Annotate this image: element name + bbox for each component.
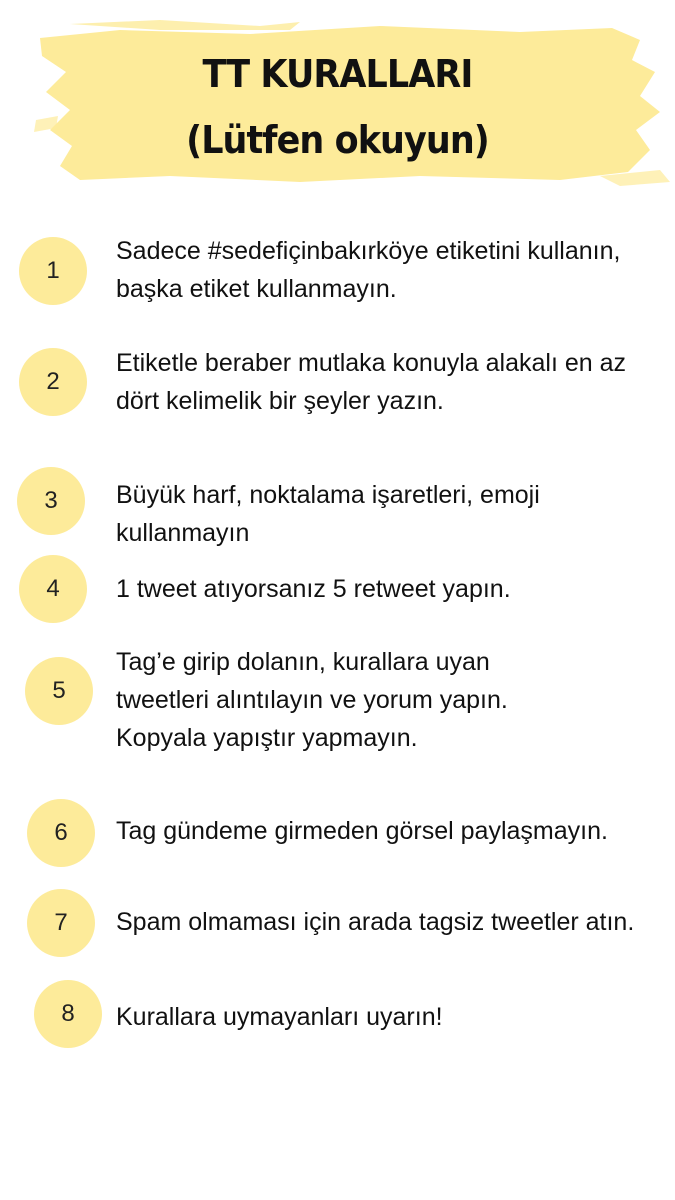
rule-number-badge: 6: [27, 799, 95, 867]
rule-text: Spam olmaması için arada tagsiz tweetler atın.: [116, 908, 635, 936]
rule-text: Sadece #sedefiçinbakırköye etiketini kullanın, başka etiket kullanmayın.: [116, 237, 621, 303]
rule-text: 1 tweet atıyorsanız 5 retweet yapın.: [116, 575, 511, 603]
highlight-brush-stroke: [0, 0, 675, 200]
header: [0, 0, 675, 200]
rule-number-badge: 3: [17, 467, 85, 535]
rule-text: Tag gündeme girmeden görsel paylaşmayın.: [116, 817, 608, 845]
rule-number-badge: 7: [27, 889, 95, 957]
rule-number-badge: 8: [34, 980, 102, 1048]
page-title: TT KURALLARI: [202, 52, 473, 96]
rule-number-badge: 1: [19, 237, 87, 305]
rule-text: Kurallara uymayanları uyarın!: [116, 1003, 443, 1031]
rule-text: Tag’e girip dolanın, kurallara uyan tweetleri alıntılayın ve yorum yapın. Kopyala yapıştır yapmayın.: [116, 648, 508, 752]
page-subtitle: (Lütfen okuyun): [186, 118, 489, 162]
rule-text: Büyük harf, noktalama işaretleri, emoji kullanmayın: [116, 481, 540, 547]
rule-number-badge: 4: [19, 555, 87, 623]
rule-number-badge: 2: [19, 348, 87, 416]
rule-number-badge: 5: [25, 657, 93, 725]
rule-text: Etiketle beraber mutlaka konuyla alakalı en az dört kelimelik bir şeyler yazın.: [116, 349, 627, 415]
